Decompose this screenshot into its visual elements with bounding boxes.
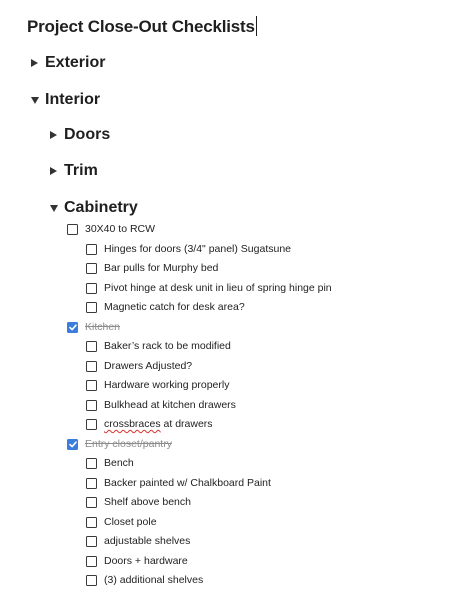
checkbox[interactable]	[86, 458, 97, 469]
todo-text: Bar pulls for Murphy bed	[104, 262, 219, 274]
toggle-doors-label: Doors	[64, 126, 111, 143]
todo-text: Backer painted w/ Chalkboard Paint	[104, 477, 271, 489]
toggle-exterior-label: Exterior	[45, 54, 106, 71]
todo-item[interactable]	[86, 357, 192, 375]
toggle-exterior[interactable]	[31, 52, 105, 74]
todo-item[interactable]	[86, 396, 236, 414]
checkbox[interactable]	[86, 400, 97, 411]
todo-item[interactable]	[86, 415, 213, 433]
todo-text: Pivot hinge at desk unit in lieu of spring hinge pin	[104, 282, 332, 294]
checkbox[interactable]	[86, 283, 97, 294]
todo-item[interactable]	[86, 240, 291, 258]
todo-item[interactable]	[86, 552, 188, 570]
toggle-doors[interactable]	[50, 124, 110, 146]
toggle-interior[interactable]	[31, 89, 100, 111]
checkbox[interactable]	[86, 263, 97, 274]
triangle-down-icon[interactable]	[31, 97, 45, 104]
todo-text: Hinges for doors (3/4" panel) Sugatsune	[104, 243, 292, 255]
checkbox[interactable]	[86, 478, 97, 489]
todo-item[interactable]	[86, 454, 134, 472]
todo-text: Bulkhead at kitchen drawers	[104, 399, 236, 411]
checkbox[interactable]	[86, 575, 97, 586]
checkmark-icon	[69, 441, 77, 448]
toggle-trim[interactable]	[50, 160, 98, 182]
checkbox-checked[interactable]	[67, 322, 78, 333]
toggle-interior-label: Interior	[45, 91, 101, 108]
todo-text	[104, 418, 213, 430]
checkbox[interactable]	[86, 380, 97, 391]
checkbox[interactable]	[86, 341, 97, 352]
triangle-right-icon[interactable]	[31, 59, 45, 67]
checkbox[interactable]	[86, 536, 97, 547]
todo-item[interactable]	[67, 220, 155, 238]
text-cursor	[256, 16, 257, 36]
todo-text: adjustable shelves	[104, 535, 191, 547]
checkmark-icon	[69, 324, 77, 331]
todo-text: Doors + hardware	[104, 555, 188, 567]
todo-text: Baker’s rack to be modified	[104, 340, 231, 352]
todo-text: 30X40 to RCW	[85, 223, 156, 235]
checkbox[interactable]	[86, 244, 97, 255]
checkbox-checked[interactable]	[67, 439, 78, 450]
todo-text: Hardware working properly	[104, 379, 230, 391]
todo-item[interactable]	[86, 513, 157, 531]
todo-text-done: Kitchen	[85, 321, 121, 333]
checkbox[interactable]	[86, 361, 97, 372]
todo-text: Bench	[104, 457, 134, 469]
page-title-text[interactable]: Project Close-Out Checklists	[27, 17, 255, 36]
triangle-right-icon[interactable]	[50, 131, 64, 139]
triangle-down-icon[interactable]	[50, 205, 64, 212]
misspelled-word[interactable]: crossbraces	[104, 418, 161, 430]
todo-text: Closet pole	[104, 516, 157, 528]
todo-item[interactable]	[86, 298, 245, 316]
todo-item-checked[interactable]	[67, 318, 120, 336]
todo-text: Shelf above bench	[104, 496, 191, 508]
page-title[interactable]	[27, 16, 257, 38]
todo-item-checked[interactable]	[67, 435, 172, 453]
todo-text: Drawers Adjusted?	[104, 360, 193, 372]
todo-text-rest: at drawers	[160, 418, 213, 430]
todo-item[interactable]	[86, 532, 190, 550]
toggle-cabinetry[interactable]	[50, 197, 138, 219]
todo-item[interactable]	[86, 259, 218, 277]
checkbox[interactable]	[67, 224, 78, 235]
todo-item[interactable]	[86, 337, 231, 355]
checkbox[interactable]	[86, 419, 97, 430]
toggle-trim-label: Trim	[64, 162, 98, 179]
checkbox[interactable]	[86, 517, 97, 528]
todo-text-done: Entry closet/pantry	[85, 438, 172, 450]
toggle-cabinetry-label: Cabinetry	[64, 199, 138, 216]
todo-item[interactable]	[86, 279, 332, 297]
checkbox[interactable]	[86, 497, 97, 508]
todo-item[interactable]	[86, 493, 191, 511]
todo-item[interactable]	[86, 376, 229, 394]
checkbox[interactable]	[86, 302, 97, 313]
todo-text: (3) additional shelves	[104, 574, 204, 586]
checkbox[interactable]	[86, 556, 97, 567]
todo-text: Magnetic catch for desk area?	[104, 301, 245, 313]
todo-item[interactable]	[86, 571, 203, 589]
todo-item[interactable]	[86, 474, 271, 492]
triangle-right-icon[interactable]	[50, 167, 64, 175]
